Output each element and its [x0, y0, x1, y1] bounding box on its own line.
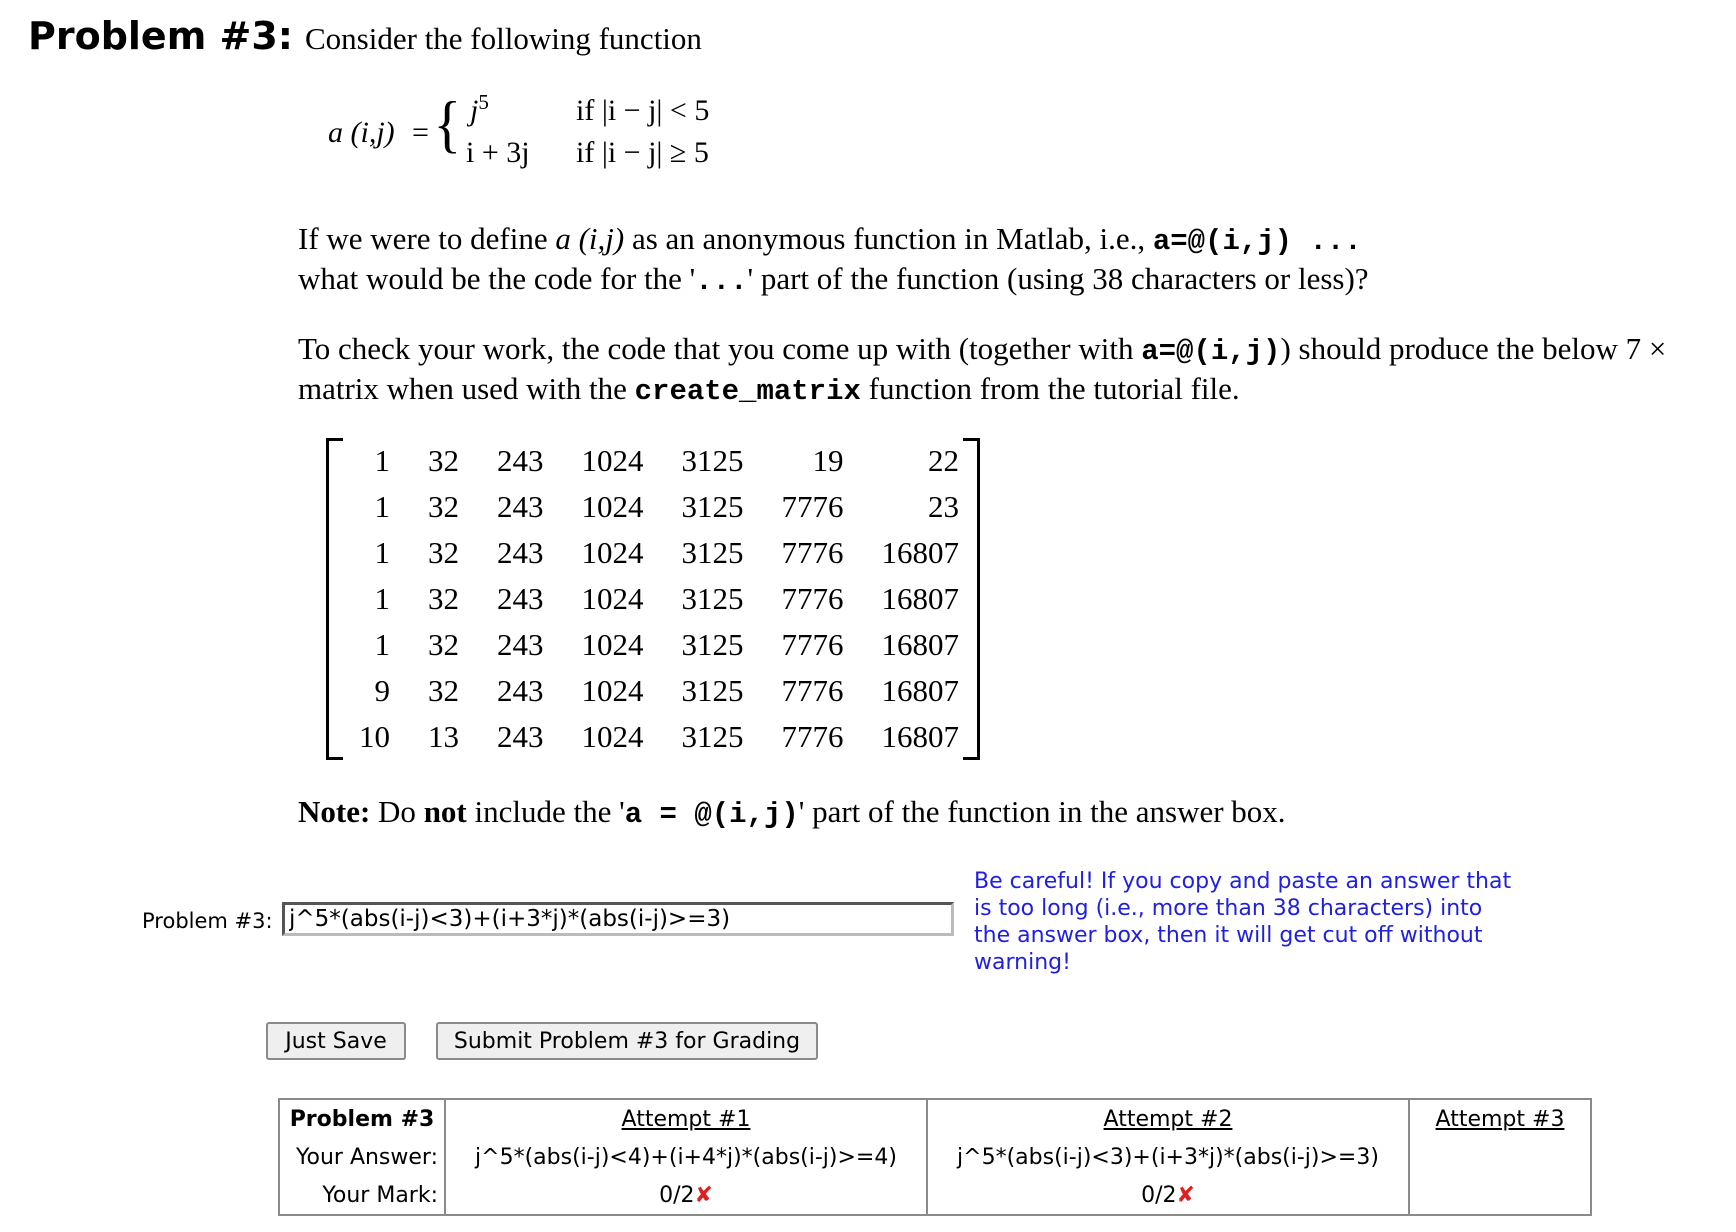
answer-input[interactable] [282, 902, 954, 936]
check-line-2 [298, 370, 1666, 410]
matrix-cell: 7776 [781, 673, 844, 708]
formula-case1-base: j [470, 94, 479, 127]
text: Do [370, 794, 424, 829]
matrix-cell: 3125 [681, 443, 744, 478]
answer-label: Problem #3: [142, 909, 273, 933]
just-save-button[interactable]: Just Save [266, 1022, 406, 1060]
question-line-2 [298, 260, 1369, 300]
matrix-cell: 32 [428, 673, 459, 708]
matrix-cell: 32 [428, 581, 459, 616]
formula-brace: { [433, 88, 462, 159]
attempt-3-title[interactable] [1409, 1099, 1591, 1138]
question-paragraph [298, 220, 1369, 300]
text: ) should produce the below 7 × [1280, 331, 1667, 366]
note [298, 794, 1286, 831]
matrix-cell: 1 [374, 489, 390, 524]
formula-equals: = [412, 116, 429, 149]
matrix-cell: 13 [428, 719, 459, 754]
text: If we were to define [298, 221, 556, 256]
text: include the ' [466, 794, 625, 829]
wrong-x-icon: ✘ [1176, 1182, 1195, 1208]
attempts-mark-row [279, 1176, 1591, 1215]
matrix-cell: 7776 [781, 719, 844, 754]
matrix-cell: 3125 [681, 627, 744, 662]
matrix-cell: 9 [374, 673, 390, 708]
attempt-2-title[interactable] [927, 1099, 1409, 1138]
text: ' part of the function (using 38 characters or less)? [747, 261, 1369, 296]
your-mark-label: Your Mark: [322, 1182, 438, 1208]
text: matrix when used with the [298, 371, 635, 406]
matrix-cell: 7776 [781, 581, 844, 616]
matrix-cell: 1024 [581, 719, 644, 754]
formula-lhs: a (i,j) [328, 116, 395, 149]
matrix-cell: 32 [428, 535, 459, 570]
code-snippet: a=@(i,j) ... [1152, 225, 1362, 258]
matrix-cell: 243 [497, 581, 544, 616]
matrix-cell: 1 [374, 581, 390, 616]
question-line-1 [298, 220, 1369, 260]
formula-case2-expr: i + 3j [466, 136, 530, 169]
attempt-2-answer: j^5*(abs(i-j)<3)+(i+3*j)*(abs(i-j)>=3) [927, 1138, 1409, 1176]
matrix-cell: 1024 [581, 489, 644, 524]
matrix-row [340, 484, 978, 530]
text: To check your work, the code that you come up with (together with [298, 331, 1142, 366]
attempt-2-link[interactable]: Attempt #2 [1103, 1106, 1233, 1132]
warning-text: Be careful! If you copy and paste an answer that is too long (i.e., more than 38 characters) into the answer box, then it will get cut off without warning! [974, 869, 1512, 975]
note-label: Note: [298, 794, 371, 829]
matrix-cell: 1 [374, 627, 390, 662]
matrix-cell: 23 [928, 489, 959, 524]
text: what would be the code for the ' [298, 261, 696, 296]
formula-case1-expr [470, 90, 489, 128]
formula-case2-condition: if |i − j| ≥ 5 [576, 136, 709, 169]
matrix-cell: 7776 [781, 627, 844, 662]
attempt-1-link[interactable]: Attempt #1 [621, 1106, 751, 1132]
matrix-cell: 16807 [881, 719, 959, 754]
attempt-3-answer [1409, 1138, 1591, 1176]
matrix-cell: 32 [428, 489, 459, 524]
matrix-cell: 3125 [681, 581, 744, 616]
matrix-row [340, 714, 978, 760]
matrix-row [340, 622, 978, 668]
matrix-cell: 16807 [881, 535, 959, 570]
matrix-cell: 243 [497, 535, 544, 570]
attempt-3-mark [1409, 1176, 1591, 1215]
matrix-cell: 1024 [581, 581, 644, 616]
matrix-cell: 1024 [581, 535, 644, 570]
problem-intro: Consider the following function [305, 21, 702, 56]
matrix-cell: 19 [812, 443, 844, 478]
wrong-x-icon: ✘ [694, 1182, 713, 1208]
problem-heading [28, 14, 702, 58]
matrix-cell: 1024 [581, 627, 644, 662]
check-line-1 [298, 330, 1666, 370]
matrix-row [340, 438, 978, 484]
matrix-cell: 3125 [681, 535, 744, 570]
attempt-1-title[interactable] [445, 1099, 927, 1138]
matrix-cell: 10 [359, 719, 390, 754]
matrix-cell: 16807 [881, 581, 959, 616]
text: as an anonymous function in Matlab, i.e., [624, 221, 1153, 256]
text: function from the tutorial file. [860, 371, 1240, 406]
attempts-header-row [279, 1099, 1591, 1138]
matrix-cell: 3125 [681, 719, 744, 754]
matrix-row [340, 530, 978, 576]
mark-value: 0/2 [1141, 1182, 1177, 1208]
your-answer-label: Your Answer: [295, 1144, 438, 1170]
matrix-cell: 243 [497, 443, 544, 478]
attempt-1-answer: j^5*(abs(i-j)<4)+(i+4*j)*(abs(i-j)>=4) [445, 1138, 927, 1176]
matrix-cell: 16807 [881, 627, 959, 662]
attempts-header: Problem #3 [289, 1106, 435, 1132]
matrix-cell: 3125 [681, 673, 744, 708]
formula-case1-condition: if |i − j| < 5 [576, 94, 710, 127]
matrix-cell: 32 [428, 627, 459, 662]
matrix-right-bracket [963, 438, 980, 760]
matrix-cell: 32 [428, 443, 459, 478]
matrix-cell: 243 [497, 489, 544, 524]
check-paragraph [298, 330, 1666, 410]
code-snippet: a = @(i,j) [624, 798, 799, 831]
expected-matrix [326, 438, 980, 760]
attempt-3-link[interactable]: Attempt #3 [1435, 1106, 1565, 1132]
emphasis: not [423, 794, 467, 829]
matrix-cell: 1024 [581, 673, 644, 708]
attempts-answer-row [279, 1138, 1591, 1176]
matrix-cell: 7776 [781, 489, 844, 524]
matrix-cell: 1024 [581, 443, 644, 478]
piecewise-formula [328, 86, 748, 186]
function-name: a (i,j) [555, 221, 625, 256]
matrix-row [340, 668, 978, 714]
matrix-row [340, 576, 978, 622]
matrix-cell: 1 [374, 535, 390, 570]
matrix-cell: 243 [497, 627, 544, 662]
matrix-cell: 1 [374, 443, 390, 478]
matrix-cell: 7776 [781, 535, 844, 570]
matrix-cell: 243 [497, 719, 544, 754]
problem-heading-label: Problem #3: [28, 14, 293, 58]
submit-button[interactable]: Submit Problem #3 for Grading [436, 1022, 818, 1060]
code-snippet: create_matrix [634, 375, 861, 408]
matrix-cell: 22 [928, 443, 959, 478]
attempts-table [278, 1098, 1592, 1216]
attempt-2-mark [927, 1176, 1409, 1215]
matrix-cell: 3125 [681, 489, 744, 524]
formula-case1-exponent: 5 [478, 90, 489, 114]
attempt-1-mark [445, 1176, 927, 1215]
code-snippet: a=@(i,j) [1141, 335, 1281, 368]
matrix-cell: 243 [497, 673, 544, 708]
text: ' part of the function in the answer box. [798, 794, 1286, 829]
mark-value: 0/2 [659, 1182, 695, 1208]
matrix-table [340, 438, 978, 760]
matrix-cell: 16807 [881, 673, 959, 708]
code-snippet: ... [695, 265, 748, 298]
